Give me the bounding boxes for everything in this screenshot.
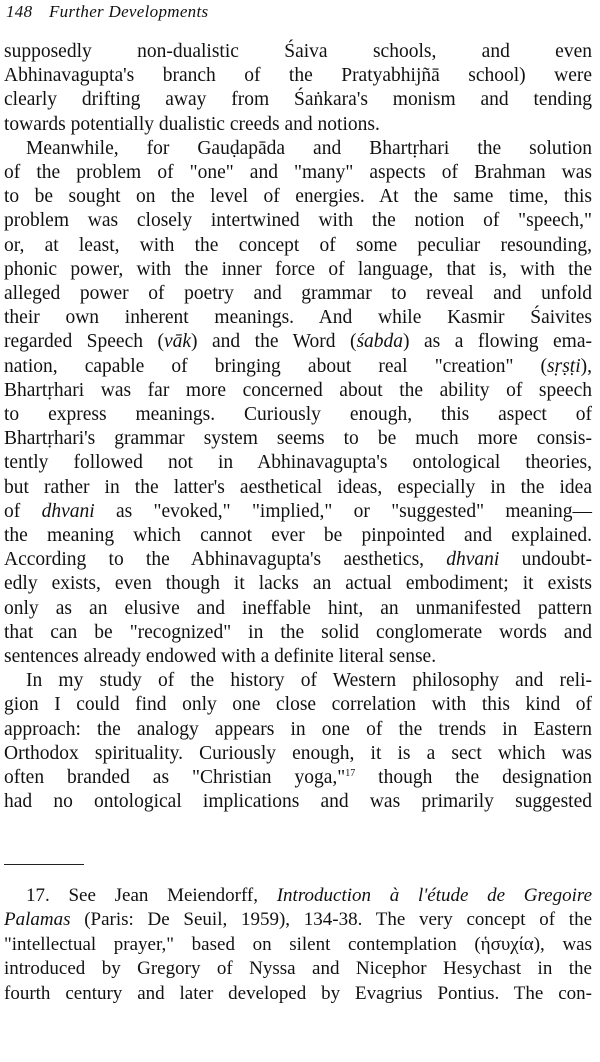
- italic-term: sṛṣṭi: [547, 355, 581, 377]
- footnote-line: fourth century and later developed by Evagrius Pontius. The con-: [4, 982, 592, 1004]
- line-text: often branded as "Christian yoga,": [4, 767, 346, 789]
- text-line: that can be "recognized" in the solid conglomerate words and: [4, 621, 592, 643]
- page-number: 148: [6, 2, 33, 21]
- text-line: phonic power, with the inner force of language, that is, with the: [4, 258, 592, 280]
- italic-term: dhvani: [446, 549, 500, 571]
- text-line: towards potentially dualistic creeds and notions.: [4, 113, 380, 135]
- italic-term: śabda: [356, 331, 404, 353]
- footnote-line: "intellectual prayer," based on silent contemplation (ἡσυχία), was: [4, 933, 592, 955]
- italic-term: dhvani: [41, 500, 95, 522]
- text-line: the meaning which cannot ever be pinpointed and explained.: [4, 525, 592, 547]
- footnote-text: (Paris: De Seuil, 1959), 134-38. The very concept of the: [84, 909, 593, 931]
- main-text: [4, 40, 592, 815]
- text-line: but rather in the latter's aesthetical ideas, especially in the idea: [4, 476, 592, 498]
- italic-term: vāk: [163, 331, 192, 353]
- running-title: Further Developments: [48, 2, 209, 21]
- text-line-italics: According to the Abhinavagupta's aesthetics, dhvani undoubt-: [4, 549, 592, 571]
- footnote-line: [4, 908, 592, 932]
- paragraph-start-line: In my study of the history of Western philosophy and reli-: [26, 670, 592, 692]
- book-title: Palamas: [4, 909, 71, 931]
- running-header: [6, 2, 208, 22]
- text-line-with-footnote: [4, 766, 592, 790]
- footnote-reference[interactable]: 17: [345, 768, 356, 780]
- text-line: sentences already endowed with a definite literal sense.: [4, 646, 437, 668]
- text-line: only as an elusive and ineffable hint, an unmanifested pattern: [4, 597, 592, 619]
- text-line: Orthodox spirituality. Curiously enough, it is a sect which was: [4, 742, 592, 764]
- text-line: Bhartṛhari's grammar system seems to be much more consis-: [4, 428, 592, 450]
- text-line: Abhinavagupta's branch of the Pratyabhijñā school) were: [4, 65, 592, 87]
- line-text: though the designation: [355, 767, 592, 789]
- footnote-line: [4, 884, 592, 908]
- text-line: Bhartṛhari was far more concerned about the ability of speech: [4, 379, 592, 401]
- text-line: to express meanings. Curiously enough, this aspect of: [4, 404, 592, 426]
- text-line: clearly drifting away from Śaṅkara's monism and tending: [4, 89, 592, 111]
- text-line-italics: of dhvani as "evoked," "implied," or "suggested" meaning—: [4, 500, 593, 522]
- footnote-number: 17.: [26, 885, 50, 906]
- text-line: their own inherent meanings. And while Kasmir Śaivites: [4, 307, 592, 329]
- text-line: gion I could find only one close correlation with this kind of: [4, 694, 592, 716]
- footnote-separator: [4, 864, 84, 865]
- text-line: edly exists, even though it lacks an actual embodiment; it exists: [4, 573, 592, 595]
- footnote-text: See Jean Meiendorff,: [68, 885, 259, 906]
- text-line: had no ontological implications and was primarily suggested: [4, 791, 592, 813]
- text-line: alleged power of poetry and grammar to reveal and unfold: [4, 283, 592, 305]
- book-title: Introduction à l'étude de Gregoire: [276, 885, 593, 906]
- text-line: or, at least, with the concept of some peculiar resounding,: [4, 234, 592, 256]
- text-line: of the problem of "one" and "many" aspects of Brahman was: [4, 162, 592, 184]
- footnote-17: [4, 884, 592, 1006]
- footnote-line: introduced by Gregory of Nyssa and Nicephor Hesychast in the: [4, 958, 592, 980]
- text-line: problem was closely intertwined with the notion of "speech,": [4, 210, 592, 232]
- text-line: approach: the analogy appears in one of the trends in Eastern: [4, 718, 592, 740]
- text-line-italics: regarded Speech (vāk) and the Word (śabda) as a flowing ema-: [4, 331, 592, 353]
- text-line: supposedly non-dualistic Śaiva schools, and even: [4, 41, 592, 62]
- paragraph-start-line: Meanwhile, for Gauḍapāda and Bhartṛhari the solution: [26, 137, 592, 159]
- text-line: to be sought on the level of energies. At the same time, this: [4, 186, 592, 208]
- text-line: tently followed not in Abhinavagupta's ontological theories,: [4, 452, 592, 474]
- text-line-italics: nation, capable of bringing about real "creation" (sṛṣṭi),: [4, 355, 592, 377]
